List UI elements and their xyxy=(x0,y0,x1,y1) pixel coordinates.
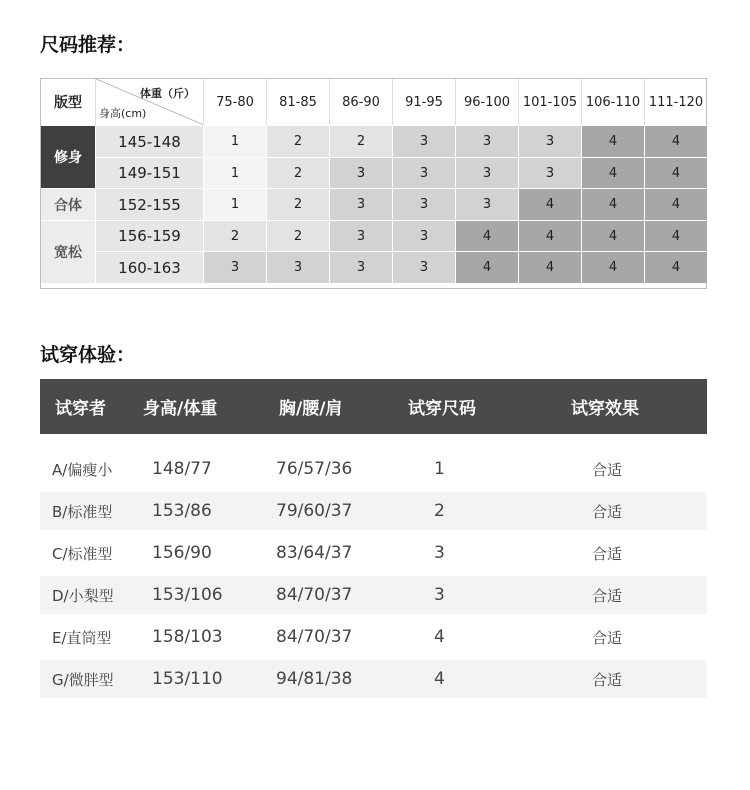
tryon-effect: 合适 xyxy=(592,460,623,479)
size-cell: 4 xyxy=(455,251,518,283)
weight-range-header: 86-90 xyxy=(329,79,392,125)
size-cell: 4 xyxy=(518,251,581,283)
tryon-size: 3 xyxy=(434,585,445,605)
size-cell: 3 xyxy=(329,157,392,188)
size-cell: 3 xyxy=(329,188,392,220)
height-range-label: 149-151 xyxy=(95,157,203,188)
size-cell: 3 xyxy=(518,125,581,157)
weight-range-header: 101-105 xyxy=(518,79,581,125)
tryon-height-weight: 156/90 xyxy=(152,543,212,563)
weight-range-header: 111-120 xyxy=(644,79,707,125)
size-cell: 2 xyxy=(266,125,329,157)
tryon-person: G/微胖型 xyxy=(52,670,114,689)
tryon-height-weight: 148/77 xyxy=(152,459,212,479)
tryon-person: D/小梨型 xyxy=(52,586,114,605)
size-cell: 4 xyxy=(581,157,644,188)
tryon-height-weight: 153/86 xyxy=(152,501,212,521)
weight-range-header: 91-95 xyxy=(392,79,455,125)
size-cell: 4 xyxy=(644,220,707,251)
tryon-size: 4 xyxy=(434,627,445,647)
tryon-size: 4 xyxy=(434,669,445,689)
weight-range-header: 106-110 xyxy=(581,79,644,125)
size-cell: 1 xyxy=(203,157,266,188)
tryon-height-weight: 153/110 xyxy=(152,669,223,689)
tryon-measurements: 83/64/37 xyxy=(276,543,353,563)
tryon-person: E/直筒型 xyxy=(52,628,112,647)
size-cell: 3 xyxy=(392,251,455,283)
size-cell: 2 xyxy=(266,188,329,220)
tryon-height-weight: 153/106 xyxy=(152,585,223,605)
tryon-size: 1 xyxy=(434,459,445,479)
size-cell: 4 xyxy=(644,188,707,220)
header-measurements: 胸/腰/肩 xyxy=(279,399,343,419)
weight-axis-label: 体重（斤） xyxy=(140,87,195,100)
size-cell: 3 xyxy=(329,220,392,251)
size-cell: 4 xyxy=(518,220,581,251)
weight-range-header: 96-100 xyxy=(455,79,518,125)
size-cell: 2 xyxy=(266,220,329,251)
height-range-label: 160-163 xyxy=(95,251,203,283)
size-cell: 3 xyxy=(455,188,518,220)
size-cell: 3 xyxy=(392,157,455,188)
size-cell: 2 xyxy=(203,220,266,251)
tryon-row xyxy=(40,660,707,698)
size-cell: 3 xyxy=(392,125,455,157)
size-cell: 3 xyxy=(329,251,392,283)
height-range-label: 156-159 xyxy=(95,220,203,251)
tryon-measurements: 94/81/38 xyxy=(276,669,353,689)
fit-group-label: 合体 xyxy=(41,188,95,220)
tryon-measurements: 76/57/36 xyxy=(276,459,353,479)
size-recommend-title: 尺码推荐： xyxy=(40,34,136,56)
size-cell: 3 xyxy=(392,188,455,220)
fit-group-label: 宽松 xyxy=(41,220,95,283)
size-cell: 3 xyxy=(203,251,266,283)
size-cell: 4 xyxy=(581,220,644,251)
tryon-effect: 合适 xyxy=(592,628,623,647)
size-cell: 4 xyxy=(581,251,644,283)
size-cell: 3 xyxy=(392,220,455,251)
tryon-header xyxy=(40,379,707,434)
fit-group-label: 修身 xyxy=(41,125,95,188)
tryon-measurements: 84/70/37 xyxy=(276,627,353,647)
tryon-row xyxy=(40,576,707,614)
size-cell: 4 xyxy=(644,125,707,157)
type-header: 版型 xyxy=(54,95,82,111)
tryon-height-weight: 158/103 xyxy=(152,627,223,647)
tryon-measurements: 84/70/37 xyxy=(276,585,353,605)
size-cell: 4 xyxy=(644,157,707,188)
tryon-row xyxy=(40,534,707,572)
tryon-person: B/标准型 xyxy=(52,502,113,521)
tryon-size: 2 xyxy=(434,501,445,521)
size-table xyxy=(40,78,707,289)
tryon-person: C/标准型 xyxy=(52,544,113,563)
tryon-row xyxy=(40,450,707,488)
tryon-person: A/偏瘦小 xyxy=(52,460,113,479)
header-person: 试穿者 xyxy=(55,399,106,419)
size-cell: 4 xyxy=(581,188,644,220)
header-tryon-effect: 试穿效果 xyxy=(571,399,639,419)
size-cell: 3 xyxy=(455,157,518,188)
size-cell: 4 xyxy=(644,251,707,283)
weight-range-header: 75-80 xyxy=(203,79,266,125)
tryon-effect: 合适 xyxy=(592,670,623,689)
height-range-label: 145-148 xyxy=(95,125,203,157)
header-tryon-size: 试穿尺码 xyxy=(408,399,476,419)
tryon-title: 试穿体验： xyxy=(40,344,136,366)
size-cell: 3 xyxy=(266,251,329,283)
tryon-row xyxy=(40,618,707,656)
size-cell: 1 xyxy=(203,188,266,220)
header-height-weight: 身高/体重 xyxy=(143,399,218,419)
tryon-row xyxy=(40,492,707,530)
size-cell: 3 xyxy=(455,125,518,157)
tryon-measurements: 79/60/37 xyxy=(276,501,353,521)
weight-range-header: 81-85 xyxy=(266,79,329,125)
tryon-effect: 合适 xyxy=(592,544,623,563)
size-cell: 3 xyxy=(518,157,581,188)
height-range-label: 152-155 xyxy=(95,188,203,220)
height-axis-label: 身高(cm) xyxy=(99,107,147,120)
size-cell: 1 xyxy=(203,125,266,157)
size-cell: 2 xyxy=(266,157,329,188)
tryon-effect: 合适 xyxy=(592,502,623,521)
corner-cell xyxy=(95,79,203,125)
size-cell: 4 xyxy=(581,125,644,157)
size-cell: 2 xyxy=(329,125,392,157)
tryon-size: 3 xyxy=(434,543,445,563)
tryon-effect: 合适 xyxy=(592,586,623,605)
size-cell: 4 xyxy=(518,188,581,220)
size-cell: 4 xyxy=(455,220,518,251)
